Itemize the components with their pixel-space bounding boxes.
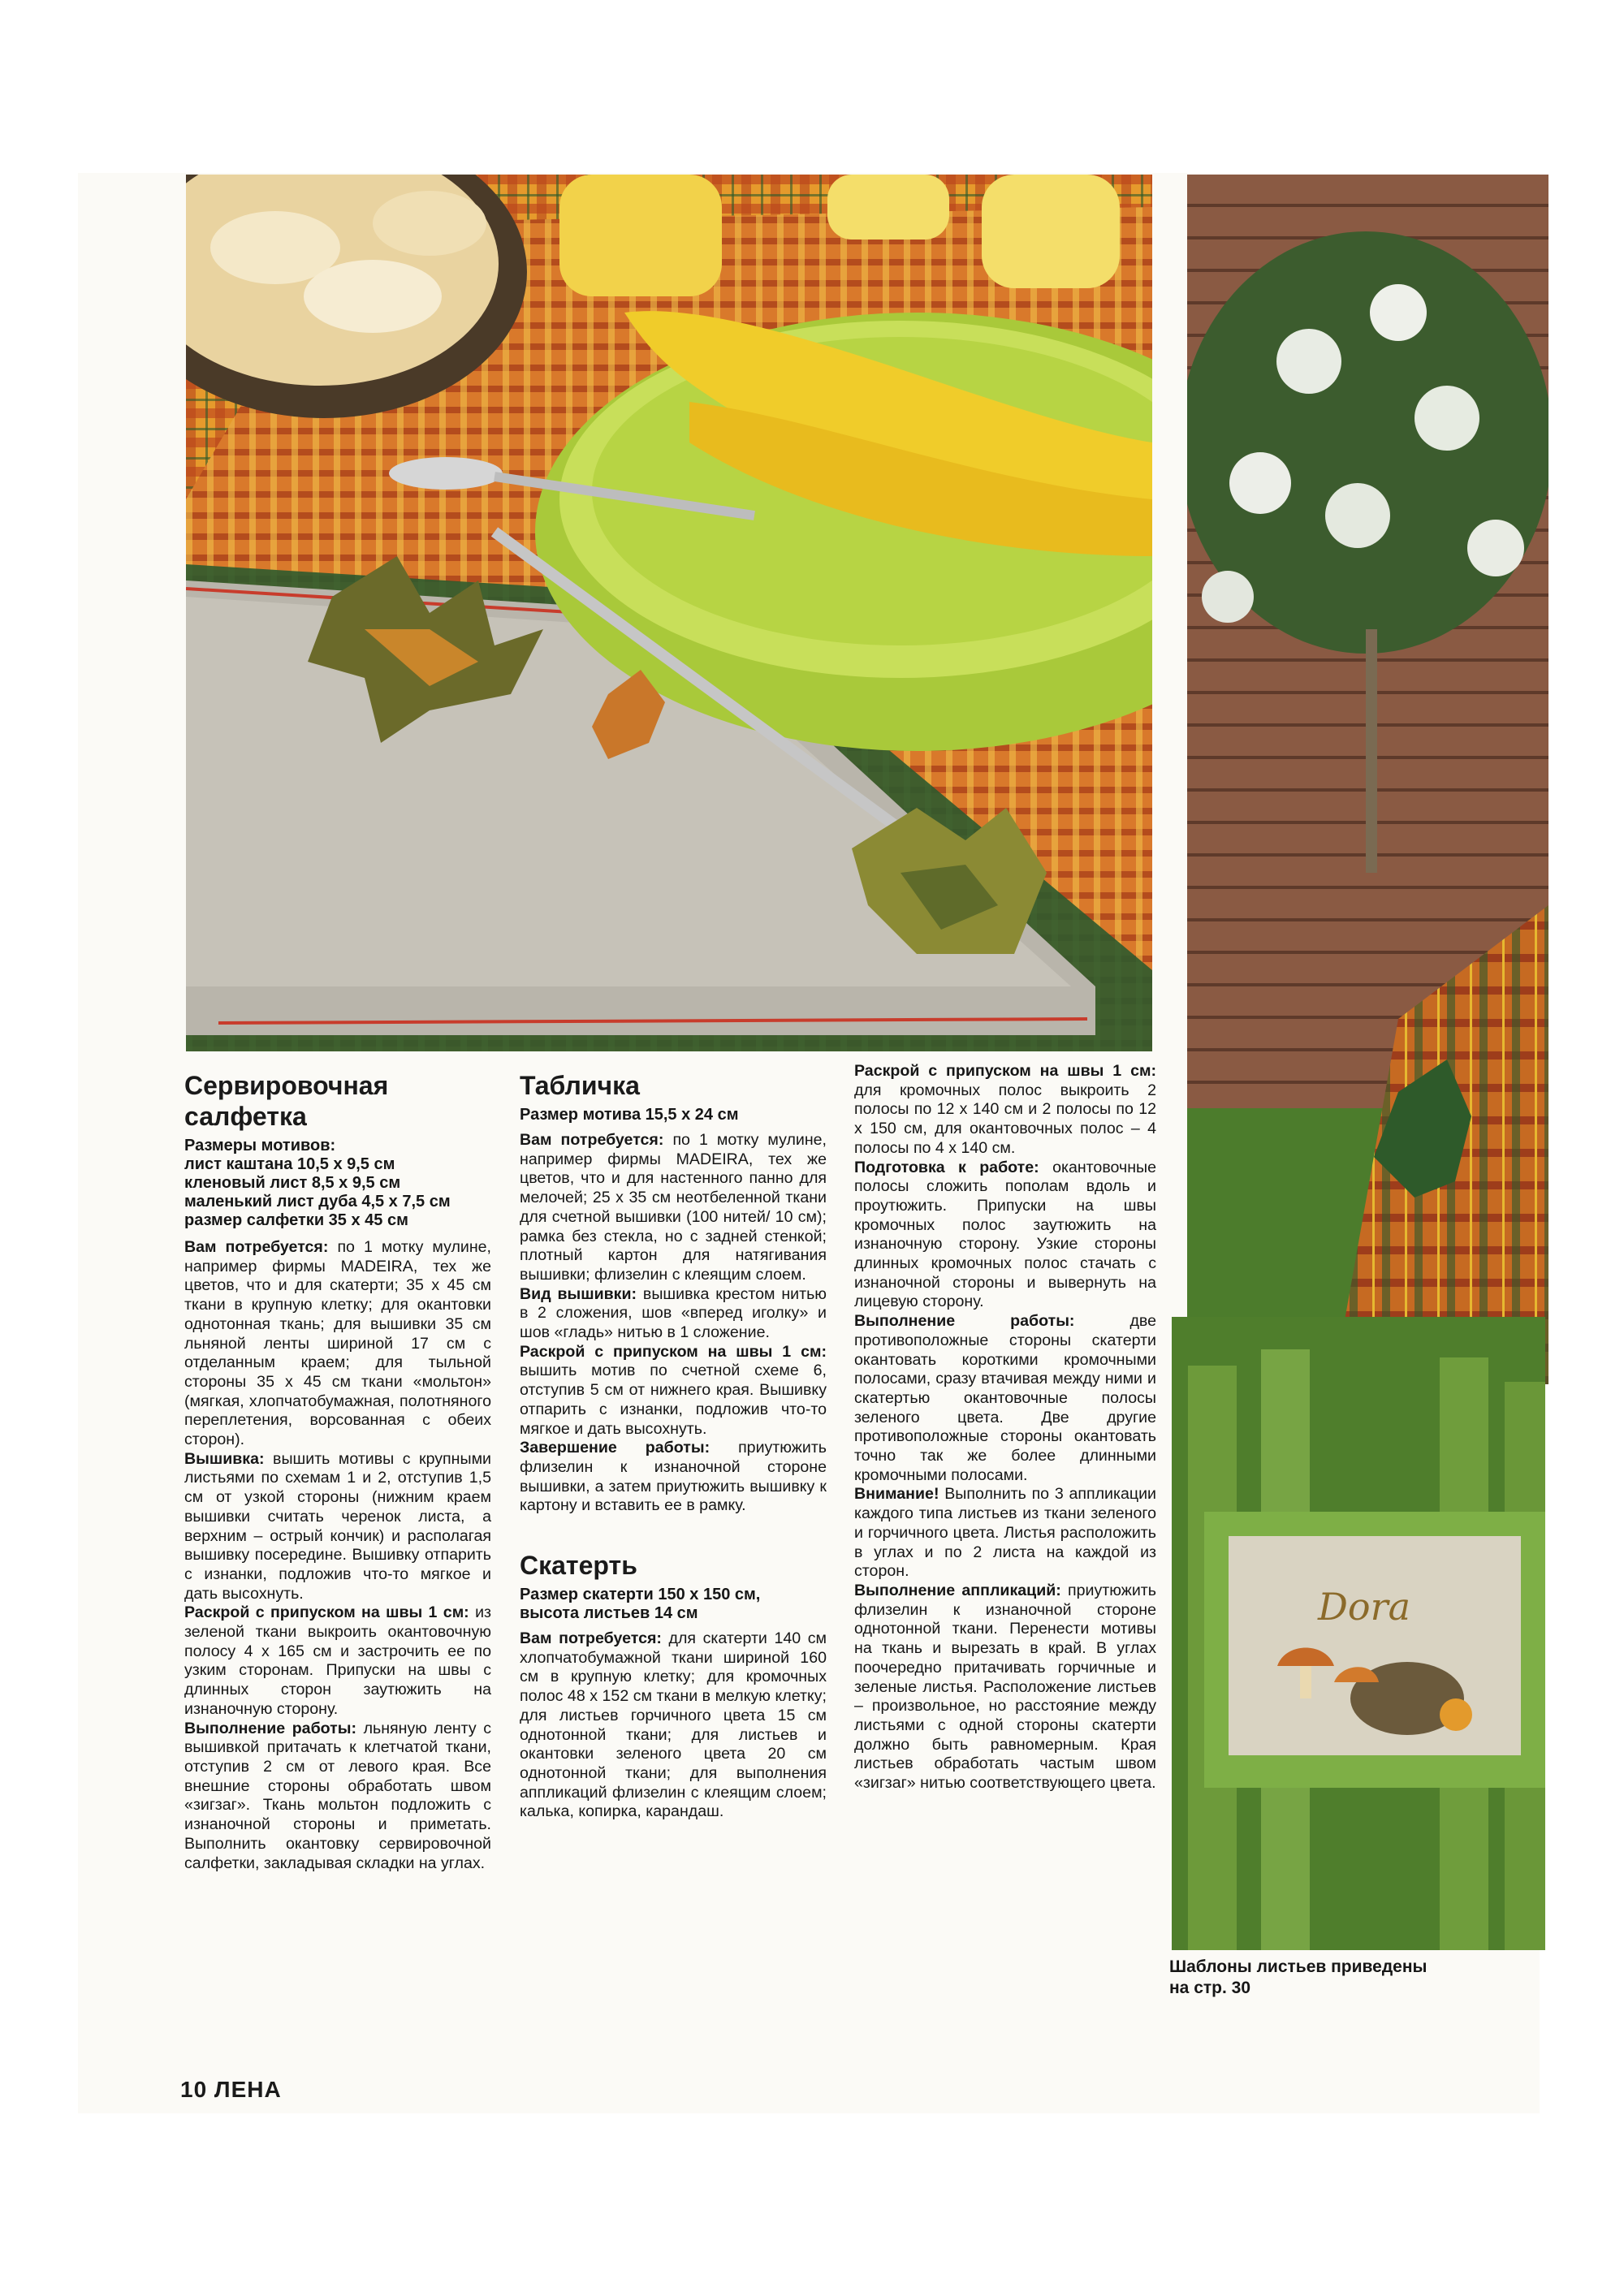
embroidery-label: Вышивка: [184,1449,265,1468]
sign-motif-size: Размер мотива 15,5 x 24 см [520,1106,739,1124]
sign-title: Табличка [520,1071,640,1100]
placemat-title-line1: Сервировочная [184,1071,389,1100]
placemat-work [184,1720,491,1874]
tablecloth-cutting [854,1062,1156,1159]
motif-size-oak: маленький лист дуба 4,5 x 7,5 см [184,1193,451,1211]
applique-text: приутюжить флизелин к изнаночной стороне однотонной ткани. Перенести мотивы на ткань и вырезать в край. В углах поочередно притачивать горчичные и зеленые листья. Расположение листьев – произвольное, но расстояние между листьями с одной стороны скатерти должно быть равномерным. Края листьев обработать частым швом «зигзаг» нитью соответствующего цвета. [854,1581,1156,1793]
placemat-column [184,1070,491,1873]
tablecloth-work [854,1312,1156,1485]
motif-sizes [184,1137,491,1230]
sign-cutting-label: Раскрой с припуском на швы 1 см: [520,1342,827,1361]
work-label: Выполнение работы: [184,1719,357,1737]
sign-cutting-text: вышить мотив по счетной схеме 6, отступив 5 см от нижнего края. Вышивку отпарить с изнанки, подложив что-то мягкое и дать высохнуть. [520,1362,827,1438]
tablecloth-materials [520,1629,827,1822]
tablecloth-cutting-label: Раскрой с припуском на швы 1 см: [854,1062,1156,1080]
materials-text: по 1 мотку мулине, например фирмы MADEIRA, тех же цветов, что и для скатерти; 35 x 45 см ткани в крупную клетку; для окантовки однотонная ткань; для вышивки 35 см льняной ленты шириной 17 см с отделанным краем; для тыльной стороны 35 x 45 см ткани «мольтон» (мягкая, хлопчатобумажная, полотняного переплетения, ворсованная с обеих сторон). [184,1238,491,1449]
materials-label: Вам потребуется: [184,1238,329,1256]
garden-tablecloth-photo [1187,175,1548,1384]
sign-embroidery-type [520,1285,827,1343]
sign-materials-text: по 1 мотку мулине, например фирмы MADEIRA, тех же цветов, что и для настенного панно для мелочей; 25 x 35 см неотбеленной ткани для счетной вышивки (100 нитей/ 10 см); рамка без стекла, но с задней стенкой; плотный картон для натягивания вышивки; флизелин с клеящим слоем. [520,1131,827,1284]
attention-note [854,1485,1156,1582]
preparation-text: окантовочные полосы сложить пополам вдоль и проутюжить. Припуски на швы кромочных полос заутюжить на изнаночную сторону. Узкие стороны длинных кромочных полос стачать с изнаночной стороны и вывернуть на лицевую сторону. [854,1158,1156,1311]
placemat-size: размер салфетки 35 x 45 см [184,1211,408,1229]
tablecloth-materials-label: Вам потребуется: [520,1629,662,1648]
cutting-label: Раскрой с припуском на швы 1 см: [184,1603,469,1622]
sign-text: Dora [1318,1585,1410,1629]
placemat-table-setting-photo [186,175,1152,1051]
embroidery-text: вышить мотивы с крупными листьями по схемам 1 и 2, отступив 1,5 см от узкой стороны (нижним краем вышивки считать черенок листа, а верхним – острый кончик) и располагая вышивку посередине. Вышивку отпарить с изнанки, подложив что-то мягкое и дать высохнуть. [184,1449,491,1603]
finishing-label: Завершение работы: [520,1439,710,1457]
cutting-text: из зеленой ткани выкроить окантовочную полосу 4 x 165 см и застрочить ее по узким сторонам. Припуски на швы с длинных сторон заутюжить на изнаночную сторону. [184,1603,491,1718]
placemat-title-line2: салфетка [184,1102,307,1131]
applique-instructions [854,1582,1156,1793]
tablecloth-work-text: две противоположные стороны скатерти окантовать короткими кромочными полосами, сразу втачивая между ними и скатертью окантовочные полосы зеленого цвета. Две другие противоположные стороны окантовать точно так же более длинными кромочными полосами. [854,1312,1156,1484]
tablecloth-materials-text: для скатерти 140 см хлопчатобумажной ткани шириной 160 см в крупную клетку; для кромочных полос 48 x 152 см ткани в мелкую клетку; для листьев горчичного цвета 15 см однотонной ткани; для листьев и окантовки зеленого цвета 20 см однотонной ткани; для выполнения аппликаций флизелин с клеящим слоем; калька, копирка, карандаш. [520,1629,827,1821]
placemat-materials [184,1238,491,1450]
templates-caption [1169,1957,1478,1999]
hedgehog-sign-photo [1172,1317,1545,1950]
motif-size-chestnut: лист каштана 10,5 x 9,5 см [184,1155,395,1173]
caption-line1: Шаблоны листьев приведены [1169,1957,1427,1976]
tablecloth-work-label: Выполнение работы: [854,1312,1075,1331]
tablecloth-cutting-text: для кромочных полос выкроить 2 полосы по 12 x 140 см и 2 полосы по 12 x 150 см, для окантовочных полос – 4 полосы по 4 x 140 см. [854,1081,1156,1157]
placemat-title [184,1070,491,1132]
work-text: льняную ленту с вышивкой притачать к клетчатой ткани, отступив 2 см от левого края. Все внешние стороны обработать швом «зигзаг». Ткань мольтон подложить с изнаночной стороны и приметать. Выполнить окантовку сервировочной салфетки, закладывая складки на углах. [184,1719,491,1872]
tablecloth-title: Скатерть [520,1551,637,1581]
placemat-cutting [184,1603,491,1719]
embroidery-type-text: вышивка крестом нитью в 2 сложения, шов «вперед иголку» и шов «гладь» нитью в 1 сложение. [520,1284,827,1342]
sign-cutting [520,1343,827,1439]
tablecloth-column [854,1062,1156,1793]
tablecloth-size [520,1586,827,1623]
attention-label: Внимание! [854,1485,939,1504]
preparation-label: Подготовка к работе: [854,1158,1039,1176]
tablecloth-preparation [854,1159,1156,1313]
sign-column [520,1070,827,1822]
embroidery-type-label: Вид вышивки: [520,1284,637,1303]
motif-size-maple: кленовый лист 8,5 x 9,5 см [184,1174,401,1192]
sign-materials-label: Вам потребуется: [520,1131,664,1149]
caption-line2: на стр. 30 [1169,1979,1251,1997]
sign-materials [520,1131,827,1285]
attention-text: Выполнить по 3 аппликации каждого типа листьев из ткани зеленого и горчичного цвета. Листья расположить в углах и по 2 листа на каждой из сторон. [854,1485,1156,1581]
sign-finishing [520,1439,827,1516]
tablecloth-size-line1: Размер скатерти 150 x 150 см, [520,1586,761,1604]
placemat-embroidery [184,1450,491,1604]
tablecloth-size-line2: высота листьев 14 см [520,1604,698,1623]
page-folio: 10 ЛЕНА [180,2077,282,2102]
finishing-text: приутюжить флизелин к изнаночной стороне вышивки, а затем приутюжить вышивку к картону и вставить ее в рамку. [520,1439,827,1515]
motif-sizes-title: Размеры мотивов: [184,1137,336,1154]
applique-label: Выполнение аппликаций: [854,1581,1061,1599]
